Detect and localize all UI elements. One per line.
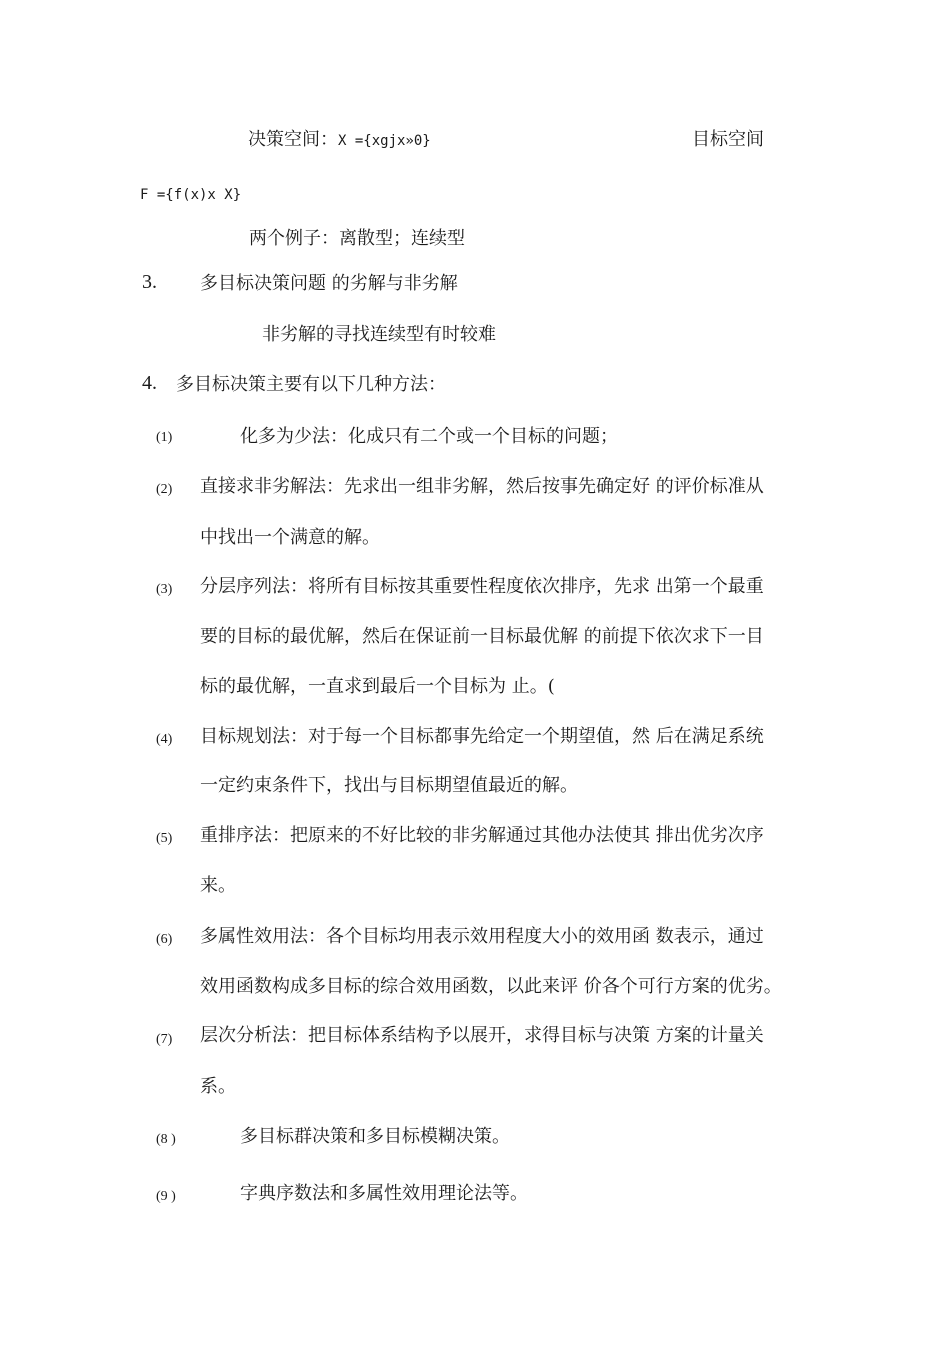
- section-3-title: 多目标决策问题 的劣解与非劣解: [200, 273, 458, 294]
- decision-space-text: 决策空间：: [248, 129, 338, 150]
- method-number: (9 ): [156, 1189, 176, 1204]
- method-text-line: 重排序法：把原来的不好比较的非劣解通过其他办法使其 排出优劣次序: [200, 825, 764, 846]
- section-4-number: 4.: [142, 372, 157, 394]
- method-text-line: 层次分析法：把目标体系结构予以展开，求得目标与决策 方案的计量关: [200, 1025, 764, 1046]
- method-number: (1): [156, 430, 173, 445]
- method-number: (8 ): [156, 1132, 176, 1147]
- method-text-line: 化多为少法：化成只有二个或一个目标的问题；: [240, 426, 618, 447]
- method-text-line: 目标规划法：对于每一个目标都事先给定一个期望值，然 后在满足系统: [200, 726, 764, 747]
- method-text-line: 直接求非劣解法：先求出一组非劣解，然后按事先确定好 的评价标准从: [200, 476, 764, 497]
- method-text-line: 中找出一个满意的解。: [200, 527, 380, 548]
- method-text-line: 多属性效用法：各个目标均用表示效用程度大小的效用函 数表示，通过: [200, 926, 764, 947]
- method-text-line: 标的最优解，一直求到最后一个目标为 止。(: [200, 676, 555, 697]
- method-text-line: 多目标群决策和多目标模糊决策。: [240, 1126, 510, 1147]
- method-text-line: 字典序数法和多属性效用理论法等。: [240, 1183, 528, 1204]
- section-3-note: 非劣解的寻找连续型有时较难: [262, 324, 496, 345]
- method-number: (4): [156, 732, 173, 747]
- method-number: (3): [156, 582, 173, 597]
- examples-line: 两个例子：离散型；连续型: [249, 228, 465, 249]
- method-number: (2): [156, 482, 173, 497]
- method-text-line: 来。: [200, 875, 236, 896]
- method-text-line: 要的目标的最优解，然后在保证前一目标最优解 的前提下依次求下一目: [200, 626, 764, 647]
- method-text-line: 一定约束条件下，找出与目标期望值最近的解。: [200, 775, 578, 796]
- section-3-number: 3.: [142, 271, 157, 293]
- method-text-line: 系。: [200, 1076, 236, 1097]
- method-text-line: 分层序列法：将所有目标按其重要性程度依次排序，先求 出第一个最重: [200, 576, 764, 597]
- objective-space-formula: F ={f(x)x X}: [140, 187, 242, 203]
- method-number: (6): [156, 932, 173, 947]
- decision-space-formula: X ={xgjx»0}: [338, 133, 431, 149]
- objective-space-label: 目标空间: [692, 129, 764, 150]
- method-text-line: 效用函数构成多目标的综合效用函数，以此来评 价各个可行方案的优劣。: [200, 976, 782, 997]
- method-number: (7): [156, 1032, 173, 1047]
- method-number: (5): [156, 831, 173, 846]
- section-4-title: 多目标决策主要有以下几种方法：: [176, 374, 446, 395]
- decision-space-label: [248, 129, 431, 152]
